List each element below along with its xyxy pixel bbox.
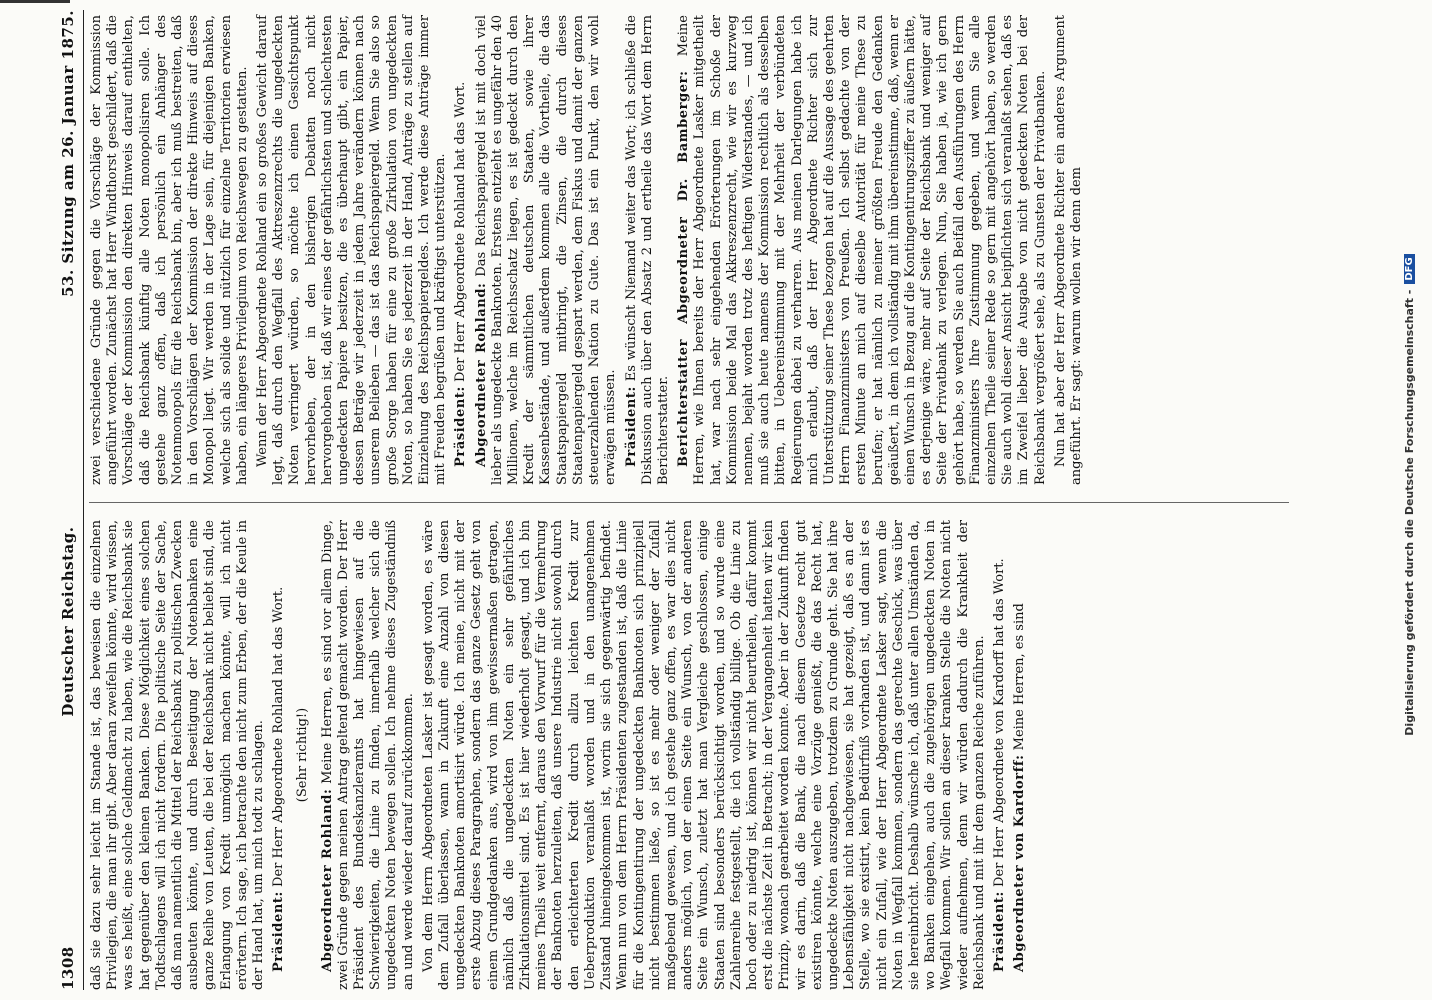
speaker-label: Präsident: xyxy=(271,891,287,972)
paragraph: Von dem Herrn Abgeordneten Lasker ist gesagt worden, es wäre dem Zufall überlassen, wann in Zukunft eine Anzahl von diesen ungedeckten Banknoten amortisirt würde. Ich meine, nicht mit der erste Abzug dieses Paragraphen, sondern das ganze Gesetz geht von einem Grundgedanken aus, wird von ihm gewissermaßen getragen, nämlich daß die ungedeckten Noten ein sehr gefährliches Zirkulationsmittel sind. Es ist hier wiederholt gesagt, und ich bin meines Theils weit entfernt, daraus den Vorwurf für die Vermehrung der Banknoten herzuleiten, daß unsere Industrie nicht sowohl durch den erleichterten Kredit durch allzu leichten Kredit zur Ueberproduktion veranlaßt worden und in den unangenehmen Zustand hineingekommen ist, worin sie sich gegenwärtig befindet. Wenn nun von dem Herrn Präsidenten zugestanden ist, daß die Linie für die Kontingentirung der ungedeckten Banknoten sich prinzipiell nicht bestimmen ließe, so ist es mehr oder weniger der Zufall maßgebend gewesen, und ich gestehe ganz offen, es war dies nicht anders möglich, von der einen Seite ein Wunsch, von der anderen Seite ein Wunsch, zuletzt hat man Vergleiche geschlossen, einige Staaten sind besonders berücksichtigt worden, und so wurde eine Zahlenreihe festgestellt, die ich vollständig billige. Ob die Linie zu hoch oder zu niedrig ist, können wir nicht beurtheilen, dafür kommt erst die nächste Zeit in Betracht; in der Vergangenheit hatten wir kein Prinzip, wonach gearbeitet worden konnte. Aber in der Zukunft finden wir es darin, daß die Bank, die nach diesem Gesetze recht gut existiren könnte, welche eine Vorzüge genießt, die das Recht hat, ungedeckte Noten auszugeben, trotzdem zu Grunde geht. Sie hat ihre Lebensfähigkeit nicht nachgewiesen, sie hat gezeigt, daß es an der Stelle, wo sie existirt, kein Bedürfniß vorhanden ist, und dann ist es nicht ein Zufall, wie der Herr Abgeordnete Lasker sagt, wenn die Noten in Wegfall kommen, sondern das gerechte Geschick, was über sie hereinbricht. Deshalb wünsche ich, daß unter allen Umständen da, wo Banken eingehen, auch die zugehörigen ungedeckten Noten in Wegfall kommen. Wir sollen an dieser kranken Stelle die Noten nicht wieder aufnehmen, denn wir würden dadurch die Krankheit der Reichsbank und mit ihr dem ganzen Reiche zuführen. xyxy=(420,520,987,990)
right-column xyxy=(89,15,1089,485)
dfg-logo-badge: DFG xyxy=(1404,254,1415,283)
paragraph: Nun hat aber der Herr Abgeordnete Richter ein anderes Argument angeführt. Er sagt: warum wollen wir denn dem xyxy=(1052,15,1084,485)
page-number: 1308 xyxy=(59,946,77,990)
speaker-label: Präsident: xyxy=(623,386,639,467)
speech-text: Es wünscht Niemand weiter das Wort; ich schließe die Diskussion auch über den Absatz 2 und ertheile das Wort dem Herrn Berichterstatter. xyxy=(623,15,671,485)
header-rule xyxy=(83,10,84,990)
page-header xyxy=(55,10,81,990)
speaker-paragraph xyxy=(992,520,1008,990)
speech-text: Meine Herren, es sind xyxy=(1012,603,1028,751)
speech-text: Der Herr Abgeordnete Rohland hat das Wort. xyxy=(453,81,469,382)
paragraph: daß sie dazu sehr leicht im Stande ist, das beweisen die einzelnen Privilegien, die man ihr gibt. Aber daran zweifeln könnte, wird wissen, was es heißt, eine solche Geldmacht zu haben, wie die Reichsbank sie hat gegenüber den kleinen Banken. Diese Möglichkeit eines solchen Todtschlagens will ich nicht fordern. Die politische Seite der Sache, daß man namentlich die Mittel der Reichsbank zu politischen Zwecken ausbeuten könnte, und durch Beseitigung der Notenbanken eine ganze Reihe von Leuten, die bei der Reichsbank nicht beliebt sind, die Erlangung von Kredit unmöglich machen könnte, will ich nicht erörtern. Ich sage, ich betrachte den nicht zum Erben, der die Keule in der Hand hat, um mich todt zu schlagen. xyxy=(89,520,267,990)
speaker-paragraph xyxy=(320,520,417,990)
left-column xyxy=(89,520,1032,990)
speaker-label: Präsident: xyxy=(991,891,1007,972)
rotated-page-content xyxy=(55,10,1355,990)
publication-title: Deutscher Reichstag. xyxy=(59,526,77,717)
speaker-paragraph xyxy=(474,15,620,485)
speech-text: Meine Herren, wie Ihnen bereits der Herr Abgeordnete Lasker mitgetheilt hat, war nach sehr eingehenden Erörterungen im Schoße der Kommission beide Mal das Akkreszenzrecht, wie wir es kurzweg nennen, bejaht worden trotz des heftigen Widerstandes, — und ich muß sie auch heute namens der Kommission rechtlich als desselben bitten, in Uebereinstimmung mit der Mehrheit der verbündeten Regierungen dabei zu verharren. Aus meinen Darlegungen habe ich mich erlaubt, daß der Herr Abgeordnete Richter sich zur Unterstützung seiner These bezogen hat auf die Aussage des geehrten Herrn Finanzministers von Preußen. Ich selbst gedachte von der ersten Minute an mich auf dieselbe Autorität für meine These zu berufen; er hat nämlich zu meiner größten Freude den Gedanken geäußert, in dem ich vollständig mit ihm übereinstimme, daß, wenn er einen Wunsch in Bezug auf die Kontingentirungsziffer zu äußern hätte, es derjenige wäre, mehr auf Seite der Reichsbank und weniger auf Seite der Privatbank zu verlegen. Nun, Sie haben ja, wie ich gern gehört habe, so werden Sie auch Beifall den Ausführungen des Herrn Finanzministers Ihre Zustimmung gegeben, und wenn Sie alle einzelnen Theile seiner Rede so gern mit angehört haben, so werden Sie auch wohl dieser Ansicht beipflichten sich veranlaßt sehen, daß es im Zweifel lieber die Ausgabe von nicht gedeckten Noten bei der Reichsbank vergrößert sehe, als zu Gunsten der Privatbanken. xyxy=(676,15,1048,485)
speaker-paragraph xyxy=(271,520,287,990)
speaker-label: Abgeordneter Rohland: xyxy=(473,282,489,467)
speaker-paragraph xyxy=(1012,520,1028,990)
speaker-label: Abgeordneter von Kardorff: xyxy=(1012,754,1028,972)
speaker-paragraph xyxy=(676,15,1049,485)
speech-text: Der Herr Abgeordnete von Kardorff hat das Wort. xyxy=(991,558,1007,887)
session-date: 53. Sitzung am 26. Januar 1875. xyxy=(59,10,77,297)
speaker-label: Berichterstatter Abgeordneter Dr. Bamberger: xyxy=(676,70,692,467)
speaker-label: Präsident: xyxy=(453,386,469,467)
speech-text: Der Herr Abgeordnete Rohland hat das Wort. xyxy=(271,586,287,887)
speech-text: Das Reichspapiergeld ist mit doch viel lieber als ungedeckte Banknoten. Erstens entzieht es ungefähr den 40 Millionen, welche im Reichsschatz liegen, es ist gedeckt durch den Kredit der sämmtlichen deutschen Staaten, sowie ihrer Kassenbestände, und außerdem kommen alle die Vortheile, die das Staatspapiergeld mitbringt, die Zinsen, die durch dieses Staatenpapiergeld gespart werden, dem Fiskus und damit der ganzen steuerzahlenden Nation zu Gute. Das ist ein Punkt, den wir wohl erwägen müssen. xyxy=(473,14,619,485)
paragraph: zwei verschiedene Gründe gegen die Vorschläge der Kommission angeführt worden. Zunächst hat Herr Windthorst geschildert, daß die Vorschläge der Kommission den direkten Hinweis darauf enthielten, daß die Reichsbank künftig alle Noten monopolisiren solle. Ich gestehe ganz offen, daß ich persönlich ein Anhänger des Notenmonopols für die Reichsbank bin, aber ich muß bestreiten, daß in den Vorschlägen der Kommission der direkte Hinweis auf dieses Monopol liegt. Wir werden in der Lage sein, für diejenigen Banken, welche sich als solide und nützlich für einzelne Territorien erwiesen haben, ein längeres Privilegium von Reichswegen zu gestatten. xyxy=(89,15,250,485)
paragraph: Wenn der Herr Abgeordnete Rohland ein so großes Gewicht darauf legt, daß durch den Wegfall des Aktreszenzrechts die ungedeckten Noten verringert würden, so möchte ich einen Gesichtspunkt hervorheben, der in den bisherigen Debatten noch nicht hervorgehoben ist, daß wir eines der gefährlichsten und schlechtesten ungedeckten Papiere besitzen, die es überhaupt gibt, ein Papier, dessen Beträge wir jederzeit in jedem Jahre verändern können nach unserem Belieben — das ist das Reichspapiergeld. Wenn Sie also so große Sorge haben für eine zu große Zirkulation von ungedeckten Noten, so haben Sie es jederzeit in der Hand, Anträge zu stellen auf Einziehung des Reichspapiergeldes. Ich werde diese Anträge immer mit Freuden begrüßen und kräftigst unterstützen. xyxy=(255,15,449,485)
speaker-label: Abgeordneter Rohland: xyxy=(319,788,335,972)
speaker-paragraph xyxy=(453,15,469,485)
applause-note: (Sehr richtig!) xyxy=(295,707,311,803)
speaker-paragraph xyxy=(624,15,673,485)
speech-text: Meine Herren, es sind vor allem Dinge, zwei Gründe gegen meinen Antrag geltend gemacht worden. Der Herr Präsident des Bundeskanzleramts hat hingewiesen auf die Schwierigkeiten, die Linie zu finden, innerhalb welcher sich die ungedeckten Noten bewegen sollen. Ich nehme dieses Zugeständniß an und werde wieder darauf zurückkommen. xyxy=(319,519,416,990)
digitization-credit xyxy=(1400,0,1418,995)
column-divider xyxy=(89,502,1289,503)
credit-text: Digitalisierung gefördert durch die Deutsche Forschungsgemeinschaft - xyxy=(1402,289,1416,736)
